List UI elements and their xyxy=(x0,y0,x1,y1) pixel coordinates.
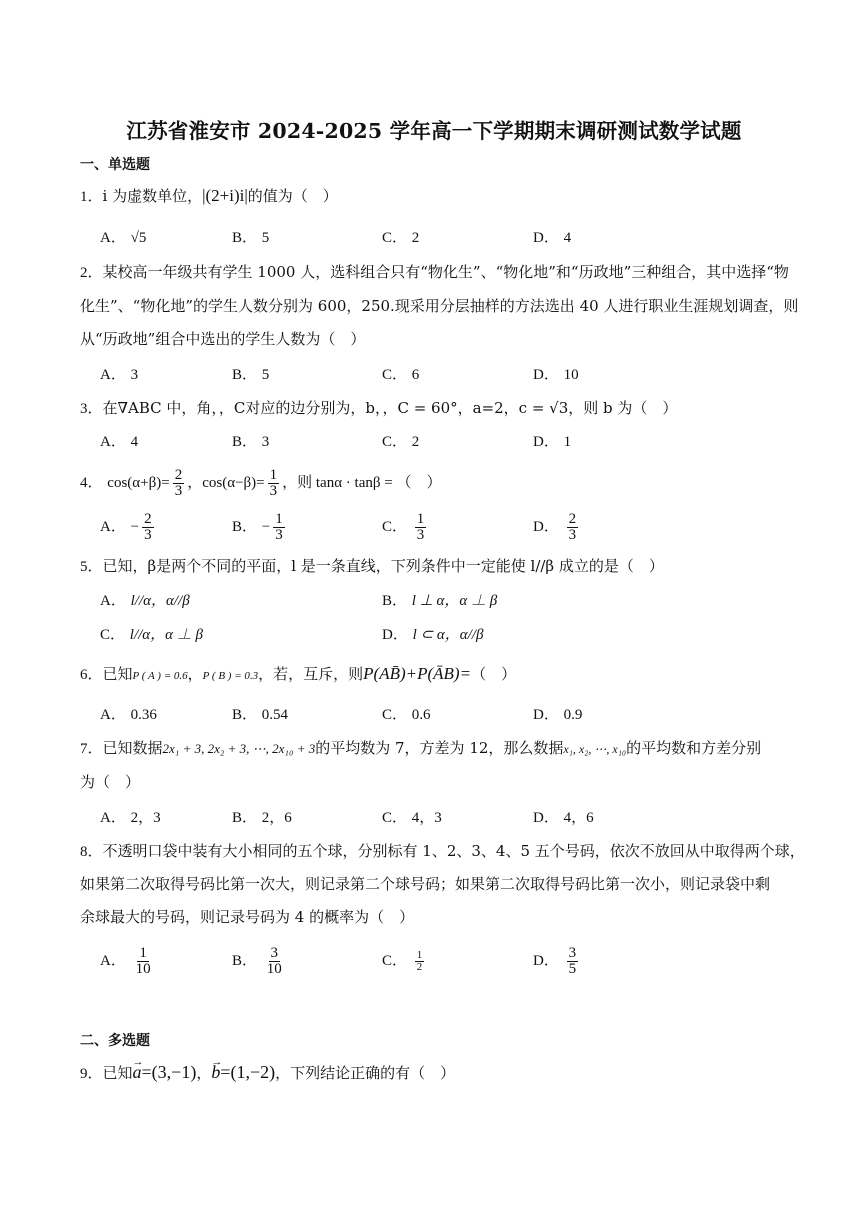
probability-b: P ( B ) = 0.3 xyxy=(202,670,259,682)
math-expression: 2x₁ + 3, 2x₂ + 3, ⋯, 2x₁₀ + 3 xyxy=(162,741,316,756)
option-a[interactable] xyxy=(100,364,138,385)
option-c[interactable] xyxy=(382,940,427,981)
option-b[interactable] xyxy=(232,704,288,725)
question-text: 在∇ABC 中，角，，C对应的边分别为，b，，C = 60°，a=2，c = √3，则 b 为（ ） xyxy=(102,399,678,417)
option-b[interactable] xyxy=(382,590,497,611)
numerator: 3 xyxy=(568,944,577,961)
option-value: 2，3 xyxy=(130,810,161,826)
option-label: D． xyxy=(533,230,559,246)
option-value: l//α，α//β xyxy=(130,593,190,609)
option-c[interactable] xyxy=(382,431,419,452)
option-value: 4，6 xyxy=(563,810,594,826)
option-label: C． xyxy=(100,627,126,643)
option-b[interactable] xyxy=(232,807,292,828)
option-label: A． xyxy=(100,953,126,969)
numerator: 1 xyxy=(275,510,283,527)
minus-sign: − xyxy=(261,519,271,535)
question-text: ，若，互斥，则 xyxy=(258,665,364,683)
denominator: 3 xyxy=(174,482,183,499)
option-label: A． xyxy=(100,519,126,535)
fraction xyxy=(268,468,280,499)
option-d[interactable] xyxy=(533,704,582,725)
option-label: D． xyxy=(533,434,559,450)
separator: ， xyxy=(187,665,203,683)
denominator: 10 xyxy=(266,960,282,977)
option-a[interactable] xyxy=(100,940,156,981)
question-8-line-3: 余球最大的号码，则记录号码为 4 的概率为（ ） xyxy=(80,908,415,926)
separator: ， xyxy=(196,1064,212,1082)
option-value: l//α，α ⊥ β xyxy=(129,627,204,643)
question-text: 已知数据 xyxy=(102,739,163,757)
question-6 xyxy=(80,664,792,686)
option-d[interactable] xyxy=(533,508,581,545)
option-value: 0.6 xyxy=(411,707,431,723)
denominator: 10 xyxy=(135,960,151,977)
denominator: 3 xyxy=(275,526,283,543)
question-text: ，则 tanα · tanβ = （ ） xyxy=(282,475,442,491)
option-value: l ⊂ α，α//β xyxy=(412,627,484,643)
option-c[interactable] xyxy=(382,807,442,828)
option-value: 6 xyxy=(411,367,420,383)
question-text: 不透明口袋中装有大小相同的五个球，分别标有 1、2、3、4、5 五个号码，依次不放回从中取得两个球， xyxy=(102,842,805,860)
question-2-line-3: 从“历政地”组合中选出的学生人数为（ ） xyxy=(80,330,366,348)
fraction xyxy=(567,946,579,977)
question-text: 的平均数为 7，方差为 12，那么数据 xyxy=(315,739,564,757)
math-expression: cos(α−β)= xyxy=(202,475,265,491)
option-label: B． xyxy=(232,519,258,535)
option-c[interactable] xyxy=(382,227,419,248)
option-value: 4 xyxy=(130,434,139,450)
option-value: 5 xyxy=(261,230,270,246)
option-value: 0.36 xyxy=(130,707,157,723)
denominator: 3 xyxy=(269,482,278,499)
denominator: 3 xyxy=(144,526,152,543)
fraction xyxy=(265,946,284,977)
math-expression: P(AB̄)+P(ĀB)= xyxy=(363,664,472,683)
option-label: B． xyxy=(382,593,408,609)
numerator: 3 xyxy=(270,944,279,961)
separator: ， xyxy=(187,473,203,491)
fraction xyxy=(142,512,154,543)
question-8-line-2: 如果第二次取得号码比第一次大，则记录第二个球号码；如果第二次取得号码比第一次小，则记录袋中剩 xyxy=(80,875,771,893)
numerator: 1 xyxy=(139,944,147,961)
option-label: C． xyxy=(382,810,408,826)
option-a[interactable] xyxy=(100,431,138,452)
question-text: ，下列结论正确的有（ ） xyxy=(275,1064,456,1082)
option-label: B． xyxy=(232,810,258,826)
question-4 xyxy=(80,464,792,501)
question-number: 9． xyxy=(80,1066,103,1082)
option-c[interactable] xyxy=(382,364,419,385)
math-expression: |(2+i)i| xyxy=(202,186,248,205)
option-label: A． xyxy=(100,707,126,723)
question-2 xyxy=(80,262,792,283)
fraction xyxy=(567,512,579,543)
question-2-line-2: 化生”、“物化地”的学生人数分别为 600，250.现采用分层抽样的方法选出 40 人进行职业生涯规划调查，则 xyxy=(80,297,799,315)
option-d[interactable] xyxy=(533,364,579,385)
option-a[interactable] xyxy=(100,508,157,545)
minus-sign: − xyxy=(130,519,140,535)
option-d[interactable] xyxy=(533,227,571,248)
option-label: B． xyxy=(232,707,258,723)
question-number: 5． xyxy=(80,559,103,575)
option-value: 2 xyxy=(411,434,420,450)
question-7 xyxy=(80,738,792,759)
question-number: 8． xyxy=(80,844,103,860)
vector-b-value: =(1,−2) xyxy=(220,1062,276,1082)
option-a[interactable] xyxy=(100,227,146,248)
option-label: D． xyxy=(382,627,408,643)
question-text: i 为虚数单位， xyxy=(102,187,203,205)
option-b[interactable] xyxy=(232,431,269,452)
question-number: 7． xyxy=(80,741,103,757)
question-text: 某校高一年级共有学生 1000 人，选科组合只有“物化生”、“物化地”和“历政地”三种组合，其中选择“物 xyxy=(102,263,789,281)
option-a[interactable] xyxy=(100,590,190,611)
probability-a: P ( A ) = 0.6 xyxy=(132,670,188,682)
question-text: 已知 xyxy=(102,1064,133,1082)
fraction xyxy=(273,512,285,543)
question-text: 已知，β是两个不同的平面，l 是一条直线，下列条件中一定能使 l//β 成立的是（ ） xyxy=(102,557,664,575)
numerator: 1 xyxy=(416,948,423,961)
fraction xyxy=(173,468,185,499)
numerator: 1 xyxy=(416,510,425,527)
option-label: A． xyxy=(100,230,126,246)
question-text: （ ） xyxy=(471,665,517,683)
option-value: 10 xyxy=(563,367,579,383)
option-value: 3 xyxy=(261,434,270,450)
option-d[interactable] xyxy=(382,624,483,645)
option-d[interactable] xyxy=(533,431,571,452)
option-value: 0.9 xyxy=(563,707,583,723)
option-value: 1 xyxy=(563,434,572,450)
option-label: D． xyxy=(533,707,559,723)
question-text: 已知 xyxy=(102,665,133,683)
option-label: A． xyxy=(100,810,126,826)
denominator: 3 xyxy=(568,526,577,543)
option-value: l ⊥ α，α ⊥ β xyxy=(411,593,498,609)
option-label: B． xyxy=(232,230,258,246)
numerator: 2 xyxy=(568,510,577,527)
question-number: 6． xyxy=(80,667,103,683)
question-number: 4． xyxy=(80,475,103,491)
option-value: 3 xyxy=(130,367,139,383)
option-label: A． xyxy=(100,593,126,609)
option-label: A． xyxy=(100,367,126,383)
option-label: C． xyxy=(382,707,408,723)
vector-b: → b xyxy=(211,1062,220,1082)
section-multiple-choice: 二、多选题 xyxy=(80,1033,150,1049)
question-number: 2． xyxy=(80,265,103,281)
option-b[interactable] xyxy=(232,940,287,981)
option-value: 4，3 xyxy=(411,810,442,826)
fraction xyxy=(415,950,425,973)
option-d[interactable] xyxy=(533,940,581,981)
option-value: 2，6 xyxy=(261,810,292,826)
question-text: 的平均数和方差分别 xyxy=(626,739,762,757)
page-title: 江苏省淮安市 2024-2025 学年高一下学期期末调研测试数学试题 xyxy=(126,119,742,143)
option-label: C． xyxy=(382,367,408,383)
option-label: C． xyxy=(382,230,408,246)
option-value: 5 xyxy=(261,367,270,383)
numerator: 2 xyxy=(144,510,152,527)
option-label: B． xyxy=(232,953,258,969)
option-c[interactable] xyxy=(382,704,431,725)
option-label: C． xyxy=(382,953,408,969)
option-value: 4 xyxy=(563,230,572,246)
question-text: 的值为（ ） xyxy=(247,187,338,205)
question-3 xyxy=(80,398,792,419)
fraction xyxy=(134,946,153,977)
denominator: 5 xyxy=(568,960,577,977)
question-number: 1． xyxy=(80,189,103,205)
option-label: D． xyxy=(533,367,559,383)
numerator: 1 xyxy=(269,466,278,483)
option-value: 2 xyxy=(411,230,420,246)
section-single-choice: 一、单选题 xyxy=(80,157,150,173)
question-7-line-2: 为（ ） xyxy=(80,773,141,791)
math-expression: cos(α+β)= xyxy=(107,475,170,491)
option-b[interactable] xyxy=(232,508,288,545)
question-5 xyxy=(80,556,792,577)
question-8 xyxy=(80,841,805,862)
vector-a-value: =(3,−1) xyxy=(141,1062,197,1082)
denominator: 3 xyxy=(416,526,425,543)
option-label: D． xyxy=(533,953,559,969)
option-c[interactable] xyxy=(100,624,203,645)
math-expression: x₁, x₂, ⋯, x₁₀ xyxy=(563,742,627,756)
option-label: B． xyxy=(232,434,258,450)
option-b[interactable] xyxy=(232,364,269,385)
option-label: D． xyxy=(533,519,559,535)
option-a[interactable] xyxy=(100,807,161,828)
option-label: C． xyxy=(382,519,408,535)
option-label: A． xyxy=(100,434,126,450)
question-number: 3． xyxy=(80,401,103,417)
option-label: C． xyxy=(382,434,408,450)
option-value: √5 xyxy=(130,230,147,246)
option-value: 0.54 xyxy=(261,707,289,723)
denominator: 2 xyxy=(416,960,423,973)
option-d[interactable] xyxy=(533,807,594,828)
option-a[interactable] xyxy=(100,704,157,725)
option-label: D． xyxy=(533,810,559,826)
numerator: 2 xyxy=(174,466,183,483)
option-c[interactable] xyxy=(382,508,429,545)
vector-a: → a xyxy=(133,1062,142,1082)
question-9 xyxy=(80,1062,792,1084)
option-label: B． xyxy=(232,367,258,383)
question-1 xyxy=(80,186,792,207)
option-b[interactable] xyxy=(232,227,269,248)
fraction xyxy=(415,512,427,543)
